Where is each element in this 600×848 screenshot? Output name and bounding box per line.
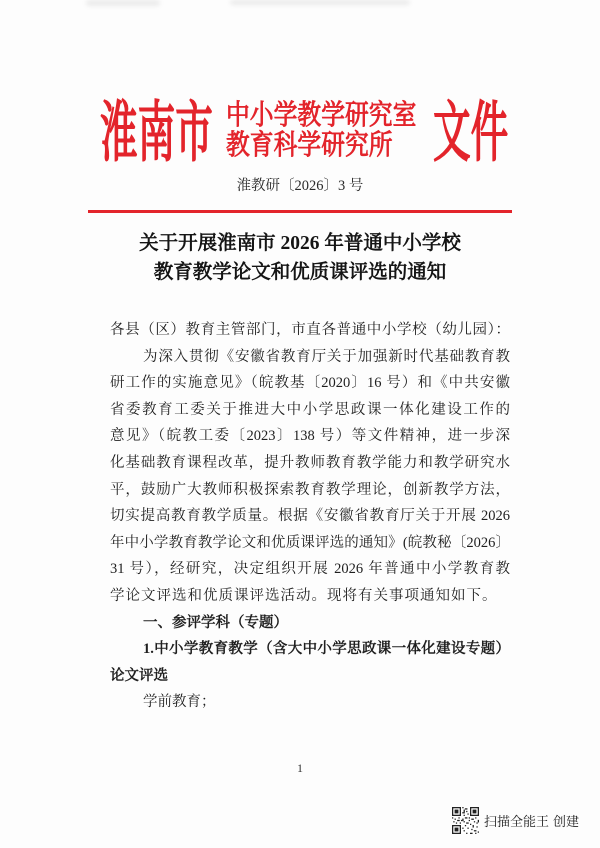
body-paragraph-line: 为深入贯彻《安徽省教育厅关于加强新时代基础教育教: [143, 348, 510, 365]
salutation: 各县（区）教育主管部门，市直各普通中小学校（幼儿园）：: [110, 322, 510, 338]
body-paragraph-line: 意见》（皖教工委〔2023〕138 号）等文件精神，进一步深: [110, 428, 510, 445]
document-number: 淮教研〔2026〕3 号: [236, 178, 364, 194]
document-type-label: 文件: [433, 97, 509, 170]
body-paragraph-line: 年中小学教育教学论文和优质课评选的通知》(皖教秘〔2026〕: [110, 534, 510, 551]
body-paragraph-line: 研工作的实施意见》（皖教基〔2020〕16 号）和《中共安徽: [110, 375, 510, 392]
notice-title-line-2: 教育教学论文和优质课评选的通知: [153, 262, 447, 283]
header-red-rule: [88, 210, 512, 213]
qr-code: [452, 807, 479, 834]
scan-edge-artifact: [86, 0, 160, 6]
issuing-org-line-2: 教育科学研究所: [226, 130, 393, 161]
body-paragraph-line: 学论文评选和优质课评选活动。现将有关事项通知如下。: [110, 587, 498, 604]
watermark-action: 创建: [553, 814, 580, 829]
item-heading-line: 1.中小学教育教学（含大中小学思政课一体化建设专题）: [143, 641, 510, 658]
notice-title-line-1: 关于开展淮南市 2026 年普通中小学校: [139, 233, 461, 254]
body-paragraph-line: 切实提高教育教学质量。根据《安徽省教育厅关于开展 2026: [110, 508, 510, 525]
scanner-watermark: [484, 814, 579, 830]
scan-edge-artifact: [230, 0, 410, 5]
body-paragraph-line: 化基础教育课程改革，提升教师教育教学能力和教学研究水: [110, 454, 510, 471]
subitem-text: 学前教育；: [143, 694, 216, 711]
watermark-brand: 扫描全能王: [484, 814, 550, 829]
issuing-org-line-1: 中小学教学研究室: [226, 100, 417, 131]
body-paragraph-line: 省委教育工委关于推进大中小学思政课一体化建设工作的: [110, 401, 510, 418]
notice-body: [110, 317, 510, 716]
body-paragraph-line: 31 号），经研究，决定组织开展 2026 年普通中小学教育教: [110, 561, 510, 578]
body-paragraph-line: 平，鼓励广大教师积极探索教育教学理论，创新教学方法，: [110, 481, 510, 498]
issuing-city: 淮南市: [100, 97, 213, 170]
item-heading-line: 论文评选: [110, 667, 168, 684]
section-heading: 一、参评学科（专题）: [143, 614, 288, 631]
page-number: 1: [297, 761, 303, 775]
